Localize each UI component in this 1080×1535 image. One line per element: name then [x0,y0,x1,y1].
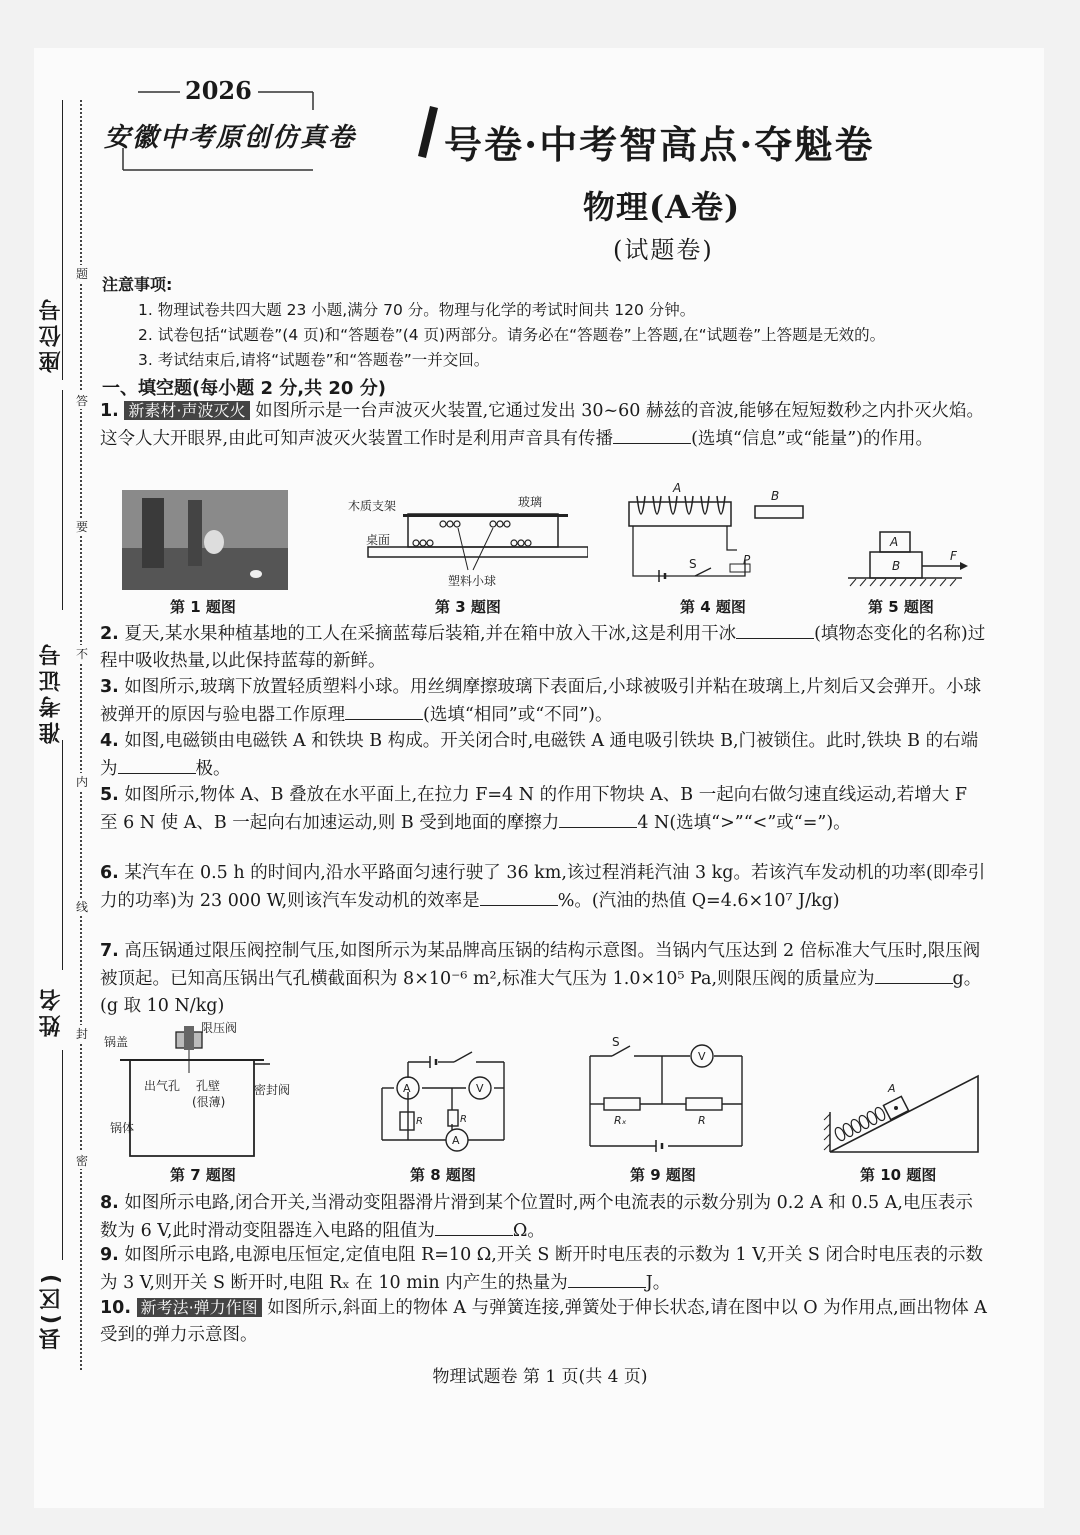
seal-char: 密 [76,1154,89,1168]
fig10-label-a: A [888,1082,896,1095]
question-6 [100,860,990,915]
question-4 [100,728,990,783]
fig5-label-a: A [890,535,899,549]
fig3-bracket-label: 木质支架 [348,499,397,513]
question-7 [100,938,990,1020]
question-number: 7. [100,941,119,961]
question-8 [100,1190,990,1245]
margin-line [62,740,63,970]
figure-caption: 第 3 题图 [435,598,501,616]
seal-line [80,100,82,1370]
question-1 [100,397,990,453]
fig9-rx: Rₓ [614,1114,627,1127]
question-text: (选填“相同”或“不同”)。 [423,705,613,725]
fig8-ammeter-a2: A [452,1134,460,1147]
fig4-label-b: B [771,489,780,503]
fig4-label-s: S [689,557,697,571]
fig8-r1: R [416,1116,423,1127]
question-text: 极。 [195,759,231,779]
section-title: 一、填空题(每小题 2 分,共 20 分) [102,378,386,399]
seal-char: 线 [76,900,89,914]
answer-blank[interactable] [118,755,196,774]
county-label: 县(区) [39,1270,64,1351]
figure-caption: 第 9 题图 [630,1166,696,1184]
margin-line [62,1050,63,1260]
notice-item: 2. 试卷包括“试题卷”(4 页)和“答题卷”(4 页)两部分。请务必在“答题卷”上答题,在“试题卷”上答题是无效的。 [138,326,886,344]
question-2 [100,620,990,675]
answer-blank[interactable] [559,809,637,828]
fig3-glass-label: 玻璃 [518,495,543,509]
figure-8-diagram [372,1040,512,1160]
seal-char: 内 [76,775,89,789]
figure-1-photo [122,490,288,590]
seat-label: 座位号 [39,295,64,373]
question-number: 3. [100,677,119,697]
paper-type: (试题卷) [613,236,714,264]
page-footer: 物理试题卷 第 1 页(共 4 页) [432,1367,648,1387]
fig7-seal-label: 密封阀 [254,1083,291,1097]
question-text: 如图所示是一台声波灭火装置,它通过发出 30~60 赫兹的音波,能够在短短数秒之内扑灭火焰。这令人大开眼界,由此可知声波灭火装置工作时是利用声音具有传播 [100,401,985,449]
answer-blank[interactable] [568,1269,646,1288]
question-number: 5. [100,785,119,805]
question-tag: 新考法·弹力作图 [137,1298,262,1317]
question-text: 如图所示,物体 A、B 叠放在水平面上,在拉力 F=4 N 的作用下物块 A、B 一起向右做匀速直线运动,若增大 F 至 6 N 使 A、B 一起向右加速运动,则 B 受到地面的摩擦力 [100,785,967,833]
brand-title: 号卷·中考智高点·夺魁卷 [444,122,875,167]
fig5-label-f: F [950,549,957,563]
answer-blank[interactable] [613,425,691,444]
fig8-voltmeter: V [476,1082,484,1095]
question-3 [100,674,990,729]
notice-item: 1. 物理试卷共四大题 23 小题,满分 70 分。物理与化学的考试时间共 120 分钟。 [138,301,696,319]
question-text: 如图所示电路,电源电压恒定,定值电阻 R=10 Ω,开关 S 断开时电压表的示数为 1 V,开关 S 闭合时电压表的示数为 3 V,则开关 S 断开时,电阻 Rₓ 在 10 min 内产生的热量为 [100,1245,983,1293]
figure-caption: 第 10 题图 [860,1166,937,1184]
seal-char: 要 [76,520,89,534]
figure-9-diagram [582,1036,752,1160]
question-text: %。(汽油的热值 Q=4.6×10⁷ J/kg) [557,891,840,911]
fig3-desk-label: 桌面 [366,533,391,547]
notice-title: 注意事项: [102,275,173,294]
series-title: 安徽中考原创仿真卷 [104,123,357,153]
question-tag: 新素材·声波灭火 [124,401,249,420]
seal-char: 答 [76,394,89,408]
question-number: 6. [100,863,119,883]
figure-4-diagram [615,480,815,590]
fig7-wall-label: 孔壁 [196,1079,221,1093]
question-text: 4 N(选填“>”“<”或“=”)。 [637,813,851,833]
name-label: 姓名 [39,985,64,1037]
fig8-r2: R [460,1114,467,1125]
exam-year: 2026 [185,76,252,105]
answer-blank[interactable] [435,1217,513,1236]
question-number: 2. [100,624,119,644]
question-text: (选填“信息”或“能量”)的作用。 [691,429,934,449]
answer-blank[interactable] [736,620,814,639]
question-text: J。 [645,1273,671,1293]
figure-caption: 第 1 题图 [170,598,236,616]
answer-blank[interactable] [345,701,423,720]
question-number: 8. [100,1193,119,1213]
question-5 [100,782,990,837]
fig7-hole-label: 出气孔 [144,1079,181,1093]
question-text: Ω。 [512,1221,545,1241]
fig7-valve-label: 限压阀 [201,1021,238,1035]
fig9-voltmeter: V [698,1050,706,1063]
notice-item: 3. 考试结束后,请将“试题卷”和“答题卷”一并交回。 [138,351,490,369]
question-number: 1. [100,401,119,421]
figure-caption: 第 4 题图 [680,598,746,616]
fig5-label-b: B [892,559,901,573]
question-text: 如图,电磁锁由电磁铁 A 和铁块 B 构成。开关闭合时,电磁铁 A 通电吸引铁块 B,门被锁住。此时,铁块 B 的右端为 [100,731,979,779]
seal-char: 封 [76,1027,89,1041]
question-9 [100,1242,990,1297]
answer-blank[interactable] [875,965,953,984]
fig8-ammeter-a1: A [403,1082,411,1095]
fig9-r: R [698,1114,706,1127]
figure-10-diagram [822,1072,982,1156]
figure-caption: 第 5 题图 [868,598,934,616]
figure-caption: 第 7 题图 [170,1166,236,1184]
fig3-balls-label: 塑料小球 [448,574,497,588]
figure-7-diagram [104,1018,314,1162]
figure-caption: 第 8 题图 [410,1166,476,1184]
question-text: 某汽车在 0.5 h 的时间内,沿水平路面匀速行驶了 36 km,该过程消耗汽油 3 kg。若该汽车发动机的功率(即牵引力的功率)为 23 000 W,则该汽车发动机的效率是 [100,863,986,911]
seal-char: 不 [76,647,89,661]
question-number: 4. [100,731,119,751]
question-text: 高压锅通过限压阀控制气压,如图所示为某品牌高压锅的结构示意图。当锅内气压达到 2 倍标准大气压时,限压阀被顶起。已知高压锅出气孔横截面积为 8×10⁻⁶ m²,标准大气压为 1.0×10⁵ Pa,则限压阀的质量应为 [100,941,981,989]
fig7-smooth-label: (很薄) [192,1095,226,1109]
seal-char: 题 [76,267,89,281]
fig4-label-a: A [673,481,682,495]
figure-3-diagram [348,492,588,597]
exam-id-label: 准考证号 [39,640,64,744]
answer-blank[interactable] [480,887,558,906]
fig7-body-label: 锅体 [110,1121,135,1135]
question-number: 9. [100,1245,119,1265]
fig4-label-p: P [743,553,751,567]
question-10 [100,1294,990,1349]
question-text: 如图所示,玻璃下放置轻质塑料小球。用丝绸摩擦玻璃下表面后,小球被吸引并粘在玻璃上,片刻后又会弹开。小球被弹开的原因与验电器工作原理 [100,677,982,725]
subject-title: 物理(A卷) [583,188,741,226]
question-text: (填物态变化的名称)过程中吸收热量,以此保持蓝莓的新鲜。 [100,624,986,671]
question-number: 10. [100,1298,132,1318]
question-text: 如图所示,斜面上的物体 A 与弹簧连接,弹簧处于伸长状态,请在图中以 O 为作用点,画出物体 A 受到的弹力示意图。 [100,1298,987,1345]
fig7-lid-label: 锅盖 [104,1035,129,1049]
margin-line [62,390,63,610]
question-text: g。(g 取 10 N/kg) [100,969,982,1016]
question-text: 如图所示电路,闭合开关,当滑动变阻器滑片滑到某个位置时,两个电流表的示数分别为 0.2 A 和 0.5 A,电压表示数为 6 V,此时滑动变阻器连入电路的阻值为 [100,1193,973,1241]
brand-number-mark [412,104,442,160]
figure-5-diagram [842,522,972,592]
fig9-switch-label: S [612,1036,620,1049]
question-text: 夏天,某水果种植基地的工人在采摘蓝莓后装箱,并在箱中放入干冰,这是利用干冰 [124,624,737,644]
